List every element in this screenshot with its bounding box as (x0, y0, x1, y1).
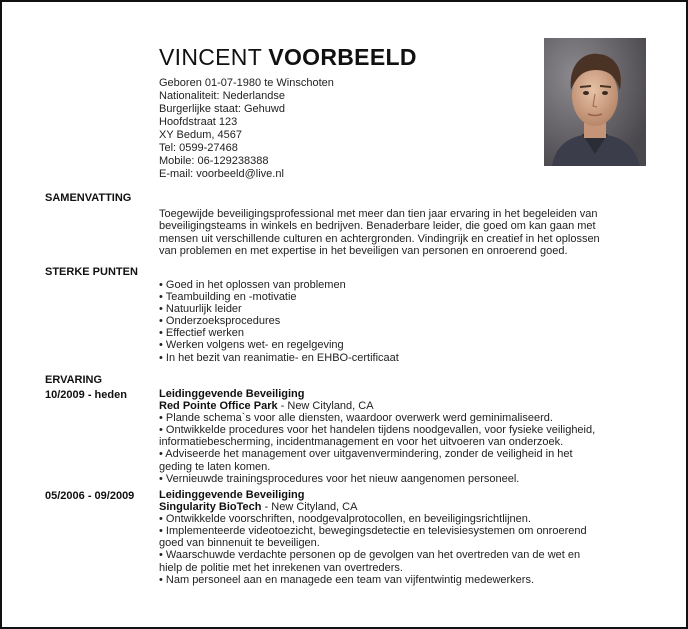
job-line: hielp de politie met het inrekenen van overtreders. (159, 561, 403, 574)
contact-line: Nationaliteit: Nederlandse (159, 90, 285, 102)
contact-line: Hoofdstraat 123 (159, 116, 238, 128)
job-line: • Vernieuwde trainingsprocedures voor het nieuw aangenomen personeel. (159, 472, 520, 485)
job-employer (159, 501, 649, 513)
list-item: • Teambuilding en -motivatie (159, 291, 297, 304)
summary-line: van problemen en met expertise in het beveiligen van personen en onroerend goed. (159, 244, 568, 257)
company-name: Red Pointe Office Park (159, 400, 278, 413)
summary-text (159, 208, 649, 257)
list-item: • Onderzoeksprocedures (159, 315, 281, 328)
job-line: • Implementeerde videotoezicht, bewegingsdetectie en televisiesystemen om onroerend (159, 525, 587, 538)
contact-line: Burgerlijke staat: Gehuwd (159, 103, 285, 115)
list-item: • Goed in het oplossen van problemen (159, 279, 346, 291)
contact-line: XY Bedum, 4567 (159, 129, 242, 141)
portrait-image (544, 38, 646, 166)
section-heading-strengths: STERKE PUNTEN (45, 266, 138, 278)
job-dates: 05/2006 - 09/2009 (45, 490, 135, 502)
company-location: - New Cityland, CA (277, 400, 374, 413)
list-item: • Natuurlijk leider (159, 303, 242, 316)
job-line: informatiebescherming, incidentmanagement en voor het uitvoeren van onderzoek. (159, 436, 564, 449)
contact-line: E-mail: voorbeeld@live.nl (159, 168, 284, 180)
job-line: geding te laten komen. (159, 460, 271, 473)
last-name: VOORBEELD (268, 44, 417, 70)
section-heading-experience: ERVARING (45, 374, 103, 386)
list-item: • In het bezit van reanimatie- en EHBO-certificaat (159, 351, 399, 364)
summary-line: mensen uit verschillende culturen en achtergronden. Vindingrijk en creatief in het oplossen (159, 232, 600, 245)
summary-line: beveiligingsteams in winkels en bedrijven. Benaderbare leider, die goed om kan gaan met (159, 220, 596, 233)
job-entry (159, 388, 649, 485)
job-line: • Nam personeel aan en managede een team van vijfentwintig medewerkers. (159, 573, 535, 586)
list-item: • Werken volgens wet- en regelgeving (159, 339, 344, 352)
company-location: - New Cityland, CA (261, 501, 358, 514)
job-title: Leidinggevende Beveiliging (159, 388, 305, 400)
job-line: • Adviseerde het management over uitgavenvermindering, zonder de veiligheid in het (159, 448, 573, 461)
list-item: • Effectief werken (159, 327, 244, 340)
job-employer (159, 400, 649, 412)
contact-line: Geboren 01-07-1980 te Winschoten (159, 77, 334, 89)
job-line: • Ontwikkelde procedures voor het handelen tijdens noodgevallen, voor fysieke veiligheid, (159, 424, 596, 437)
contact-line: Mobile: 06-129238388 (159, 155, 269, 167)
profile-photo (544, 38, 646, 166)
job-dates: 10/2009 - heden (45, 389, 127, 401)
job-entry (159, 489, 649, 586)
candidate-name (159, 44, 417, 71)
job-line: goed van binnenuit te beveiligen. (159, 537, 320, 550)
job-line: • Ontwikkelde voorschriften, noodgevalprotocollen, en beveiligingsrichtlijnen. (159, 513, 531, 526)
summary-line: Toegewijde beveiligingsprofessional met meer dan tien jaar ervaring in het begeleiden van (159, 208, 598, 220)
first-name: VINCENT (159, 44, 262, 70)
section-heading-summary: SAMENVATTING (45, 192, 132, 204)
job-line: • Plande schema`s voor alle diensten, waardoor overwerk werd geminimaliseerd. (159, 412, 553, 425)
job-title: Leidinggevende Beveiliging (159, 489, 305, 501)
job-line: • Waarschuwde verdachte personen op de gevolgen van het overtreden van de wet en (159, 549, 581, 562)
company-name: Singularity BioTech (159, 501, 262, 514)
contact-line: Tel: 0599-27468 (159, 142, 238, 154)
contact-block (159, 77, 334, 181)
strengths-list (159, 279, 399, 364)
